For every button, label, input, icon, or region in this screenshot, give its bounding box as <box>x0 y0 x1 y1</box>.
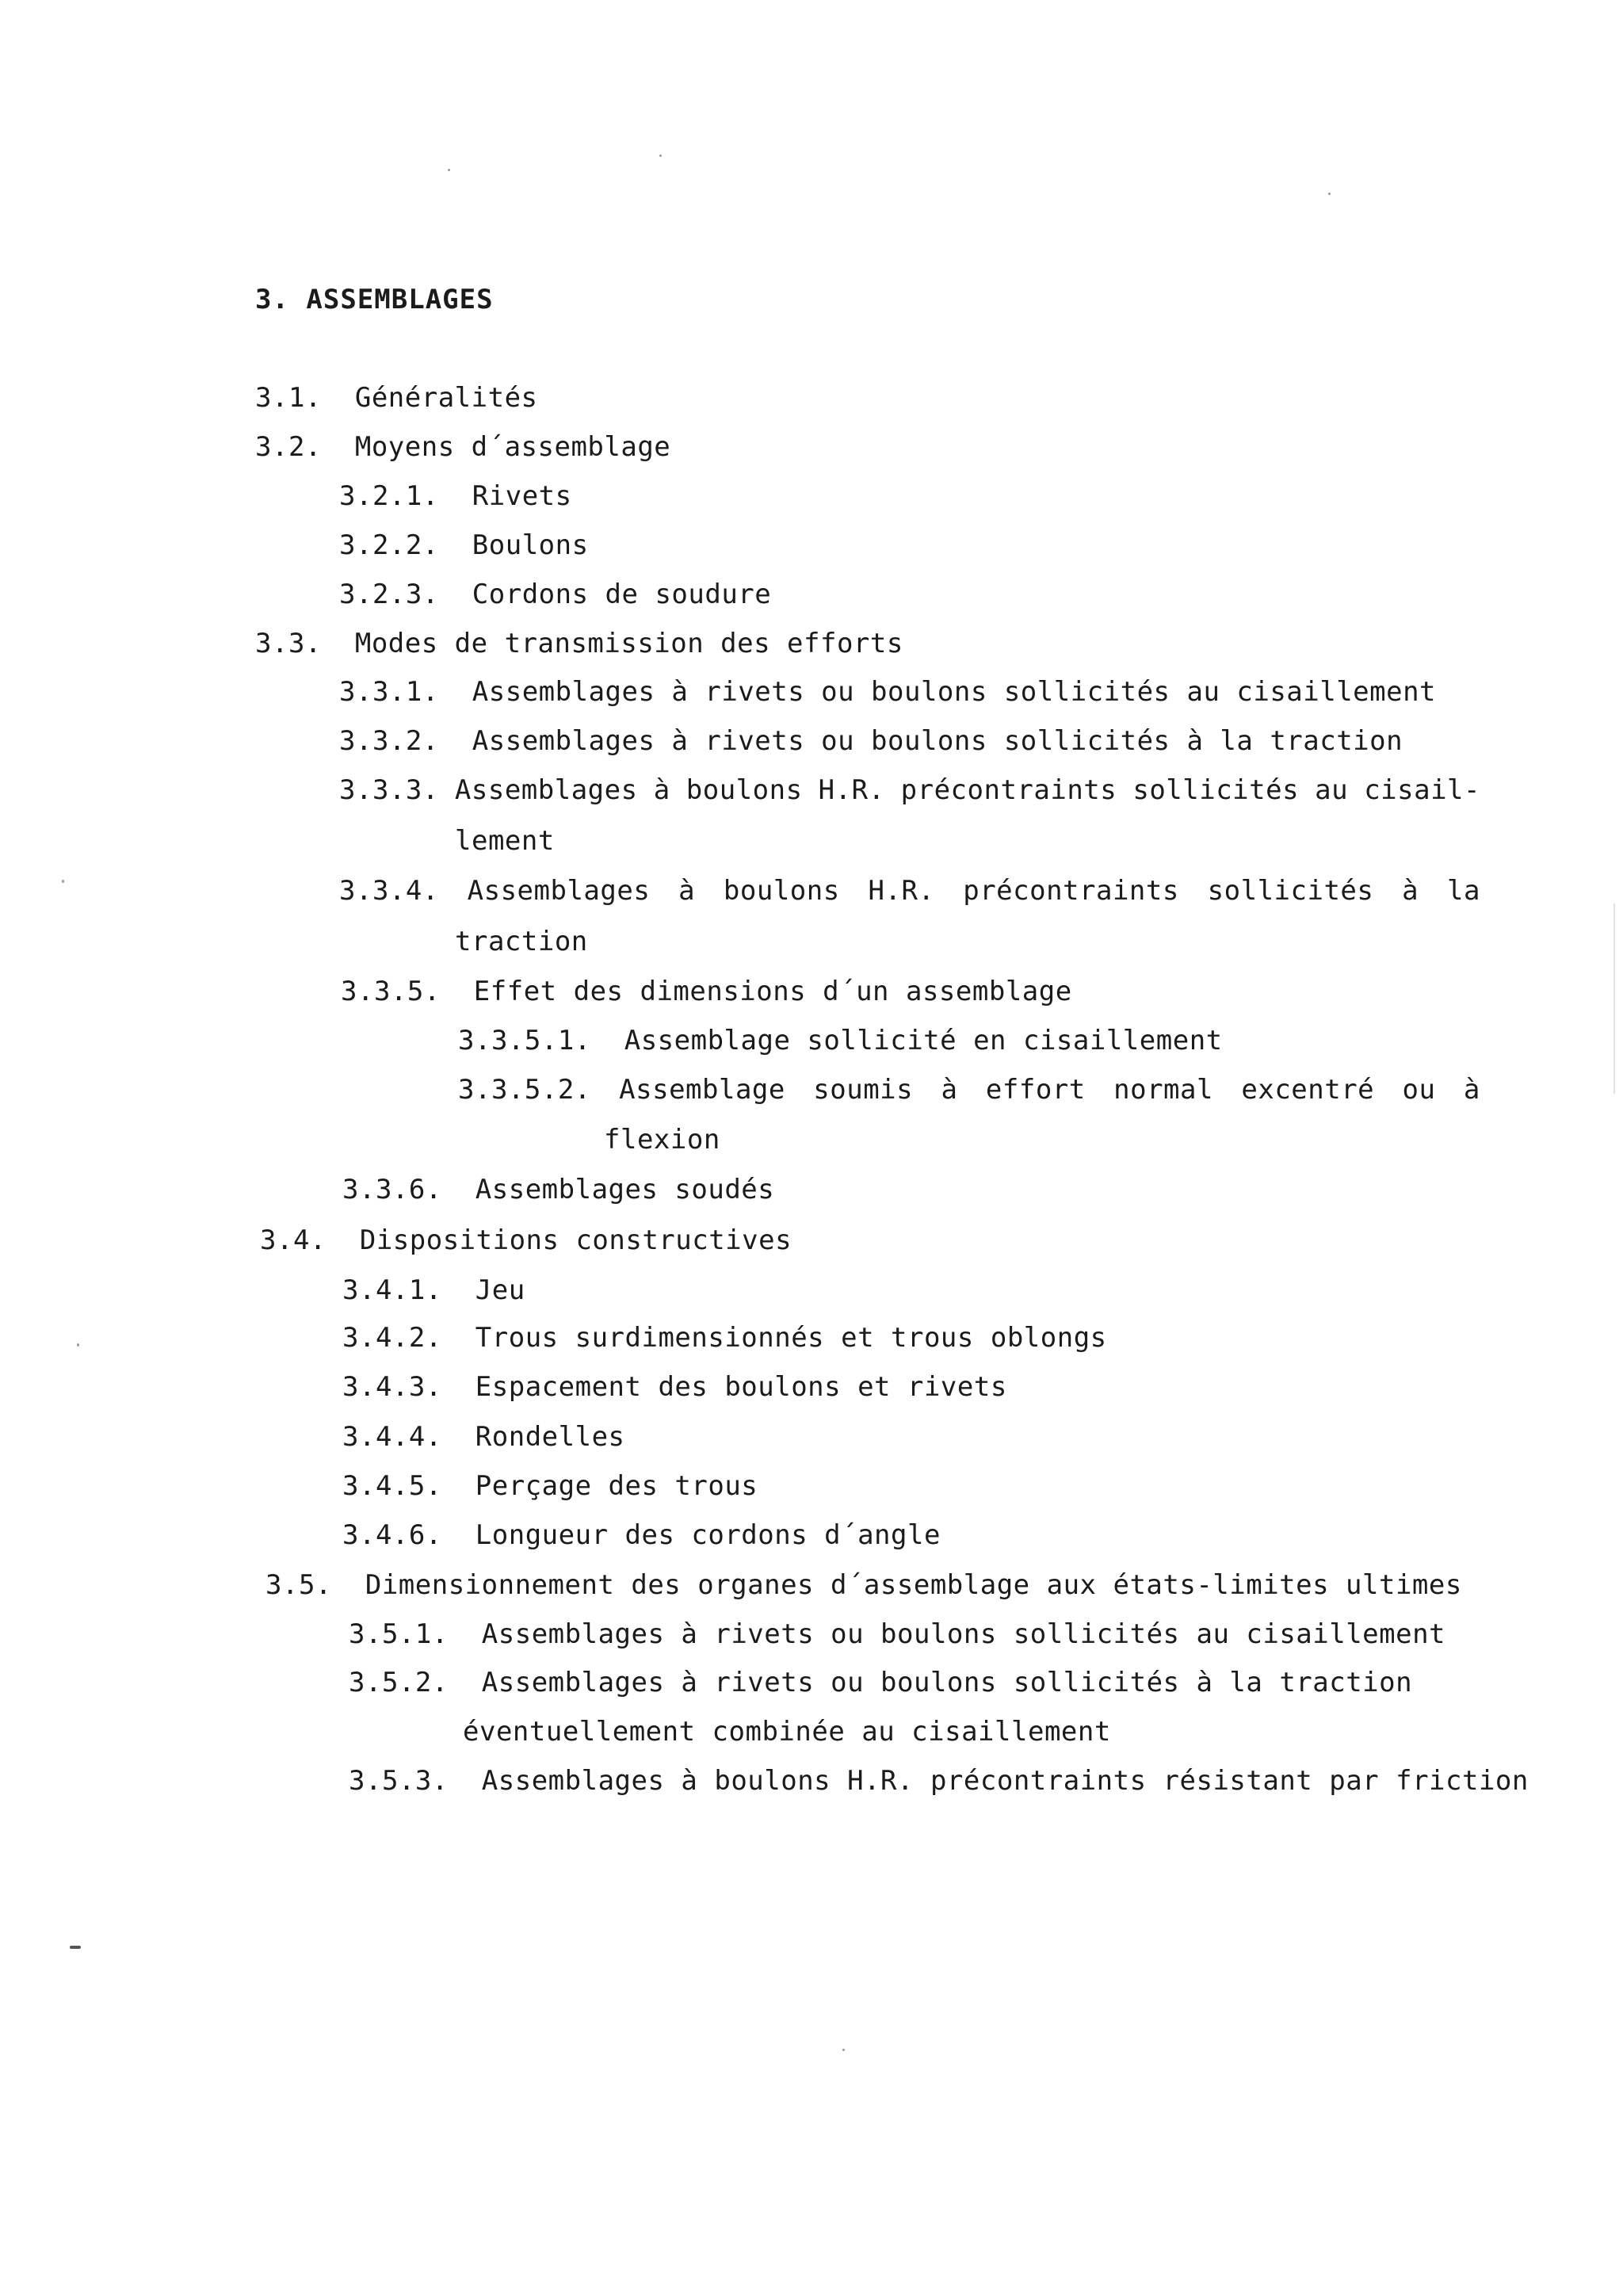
toc-entry <box>349 1618 1445 1650</box>
toc-entry-word: excentré <box>1241 1074 1375 1106</box>
toc-entry <box>342 1470 758 1502</box>
toc-entry-number: 3.1. <box>255 382 322 414</box>
toc-entry-word: à <box>1402 875 1419 907</box>
toc-entry-number: 3.4. <box>260 1224 327 1256</box>
toc-entry-word: à <box>1463 1074 1480 1106</box>
toc-entry <box>342 1371 1007 1403</box>
scan-edge-mark <box>1613 904 1615 1094</box>
toc-entry-title: Jeu <box>475 1274 525 1306</box>
toc-entry-number: 3.3.5. <box>341 976 441 1007</box>
toc-entry <box>342 1421 625 1453</box>
scan-speck <box>77 1343 79 1347</box>
toc-entry <box>342 1322 1107 1354</box>
toc-entry-number: 3.3.1. <box>339 676 439 708</box>
toc-entry-number: 3.3.4. <box>339 875 439 907</box>
toc-entry-word: ou <box>1402 1074 1436 1106</box>
toc-entry-word: Assemblage <box>619 1074 785 1106</box>
toc-entry-number: 3.4.5. <box>342 1470 442 1502</box>
section-heading: 3. ASSEMBLAGES <box>255 284 494 315</box>
toc-entry <box>339 579 771 610</box>
scan-speck <box>448 169 450 171</box>
toc-entry-continuation: traction <box>455 926 588 957</box>
toc-entry-number: 3.4.2. <box>342 1322 442 1354</box>
toc-entry <box>255 382 538 414</box>
toc-entry-word: normal <box>1113 1074 1213 1106</box>
toc-entry-number: 3.3.6. <box>342 1174 442 1205</box>
toc-entry-title: Rondelles <box>475 1421 625 1453</box>
toc-entry-word: au <box>1315 774 1349 806</box>
toc-entry-number: 3.2.2. <box>339 529 439 561</box>
toc-entry <box>349 1765 1529 1797</box>
toc-entry-word: précontraints <box>900 774 1117 806</box>
toc-entry-number: 3.4.6. <box>342 1519 442 1551</box>
toc-entry <box>342 1519 941 1551</box>
toc-entry-word: boulons <box>723 875 840 907</box>
toc-entry-title: Assemblages à rivets ou boulons sollicités à la traction <box>481 1667 1413 1698</box>
toc-entry-title: Effet des dimensions d´un assemblage <box>473 976 1072 1007</box>
toc-entry-word: la <box>1446 875 1480 907</box>
toc-entry-word: à <box>653 774 670 806</box>
toc-entry-number: 3.4.1. <box>342 1274 442 1306</box>
toc-entry <box>255 628 903 659</box>
scan-speck <box>70 1946 81 1949</box>
toc-entry-title: Rivets <box>472 480 572 512</box>
toc-entry <box>339 725 1403 757</box>
toc-entry-title: Généralités <box>354 382 538 414</box>
toc-entry-number: 3.4.3. <box>342 1371 442 1403</box>
toc-entry-title: Dispositions constructives <box>359 1224 792 1256</box>
toc-entry-word: sollicités <box>1207 875 1374 907</box>
toc-entry-continuation: flexion <box>604 1124 720 1156</box>
toc-entry-title: Assemblages à rivets ou boulons sollicités au cisaillement <box>472 676 1437 708</box>
toc-entry-word: Assemblages <box>467 875 651 907</box>
toc-entry-title: Modes de transmission des efforts <box>354 628 903 659</box>
toc-entry-title: Longueur des cordons d´angle <box>475 1519 941 1551</box>
toc-entry-word: H.R. <box>868 875 935 907</box>
toc-entry-word: boulons <box>685 774 803 806</box>
toc-entry <box>342 1274 525 1306</box>
toc-entry-number: 3.2.1. <box>339 480 439 512</box>
toc-entry <box>260 1224 792 1256</box>
toc-entry-title: Dimensionnement des organes d´assemblage aux états-limites ultimes <box>365 1569 1462 1601</box>
toc-entry-word: Assemblages <box>454 774 638 806</box>
toc-entry <box>341 976 1072 1007</box>
toc-entry-word: précontraints <box>963 875 1179 907</box>
toc-entry <box>339 875 1480 907</box>
scan-speck <box>62 880 64 883</box>
toc-entry-number: 3.3.5.2. <box>458 1074 591 1106</box>
toc-entry-word: à <box>678 875 696 907</box>
toc-entry <box>265 1569 1462 1601</box>
toc-entry <box>349 1667 1412 1698</box>
toc-entry-title: Assemblage sollicité en cisaillement <box>624 1025 1223 1056</box>
toc-entry-word: cisail- <box>1364 774 1480 806</box>
toc-entry-number: 3.4.4. <box>342 1421 442 1453</box>
toc-entry-word: à <box>941 1074 958 1106</box>
toc-entry <box>458 1074 1480 1106</box>
scan-speck <box>1328 193 1331 195</box>
toc-entry-number: 3.3.3. <box>339 774 439 806</box>
toc-entry-continuation: lement <box>455 825 555 857</box>
toc-entry-number: 3.5.1. <box>349 1618 449 1650</box>
toc-entry-number: 3.5. <box>265 1569 332 1601</box>
toc-entry-word: effort <box>985 1074 1086 1106</box>
toc-entry-title: Assemblages à rivets ou boulons sollicités à la traction <box>472 725 1403 757</box>
toc-entry-number: 3.3.2. <box>339 725 439 757</box>
toc-entry-title: Assemblages soudés <box>475 1174 775 1205</box>
toc-entry-number: 3.3. <box>255 628 322 659</box>
toc-entry <box>255 431 670 463</box>
toc-entry-title: Perçage des trous <box>475 1470 758 1502</box>
toc-entry <box>339 529 589 561</box>
toc-entry-word: soumis <box>813 1074 914 1106</box>
toc-entry-title: Assemblages à boulons H.R. précontraints résistant par friction <box>481 1765 1529 1797</box>
toc-entry <box>339 480 572 512</box>
toc-entry-title: Trous surdimensionnés et trous oblongs <box>475 1322 1107 1354</box>
toc-entry-number: 3.3.5.1. <box>458 1025 591 1056</box>
toc-entry <box>339 676 1436 708</box>
toc-entry-title: Assemblages à rivets ou boulons sollicités au cisaillement <box>481 1618 1446 1650</box>
toc-entry-title: Boulons <box>472 529 589 561</box>
toc-entry-title: Cordons de soudure <box>472 579 772 610</box>
toc-entry <box>458 1025 1223 1056</box>
toc-entry-continuation: éventuellement combinée au cisaillement <box>463 1716 1111 1748</box>
toc-entry-title: Espacement des boulons et rivets <box>475 1371 1007 1403</box>
toc-entry-number: 3.5.3. <box>349 1765 449 1797</box>
toc-entry-title: Moyens d´assemblage <box>354 431 671 463</box>
toc-entry-word: sollicités <box>1132 774 1300 806</box>
toc-entry-word: H.R. <box>818 774 885 806</box>
toc-entry-number: 3.2.3. <box>339 579 439 610</box>
toc-entry-number: 3.5.2. <box>349 1667 449 1698</box>
toc-entry-number: 3.2. <box>255 431 322 463</box>
scan-speck <box>659 155 662 157</box>
toc-entry <box>342 1174 774 1205</box>
toc-entry <box>339 774 1480 806</box>
scan-speck <box>842 2049 845 2051</box>
